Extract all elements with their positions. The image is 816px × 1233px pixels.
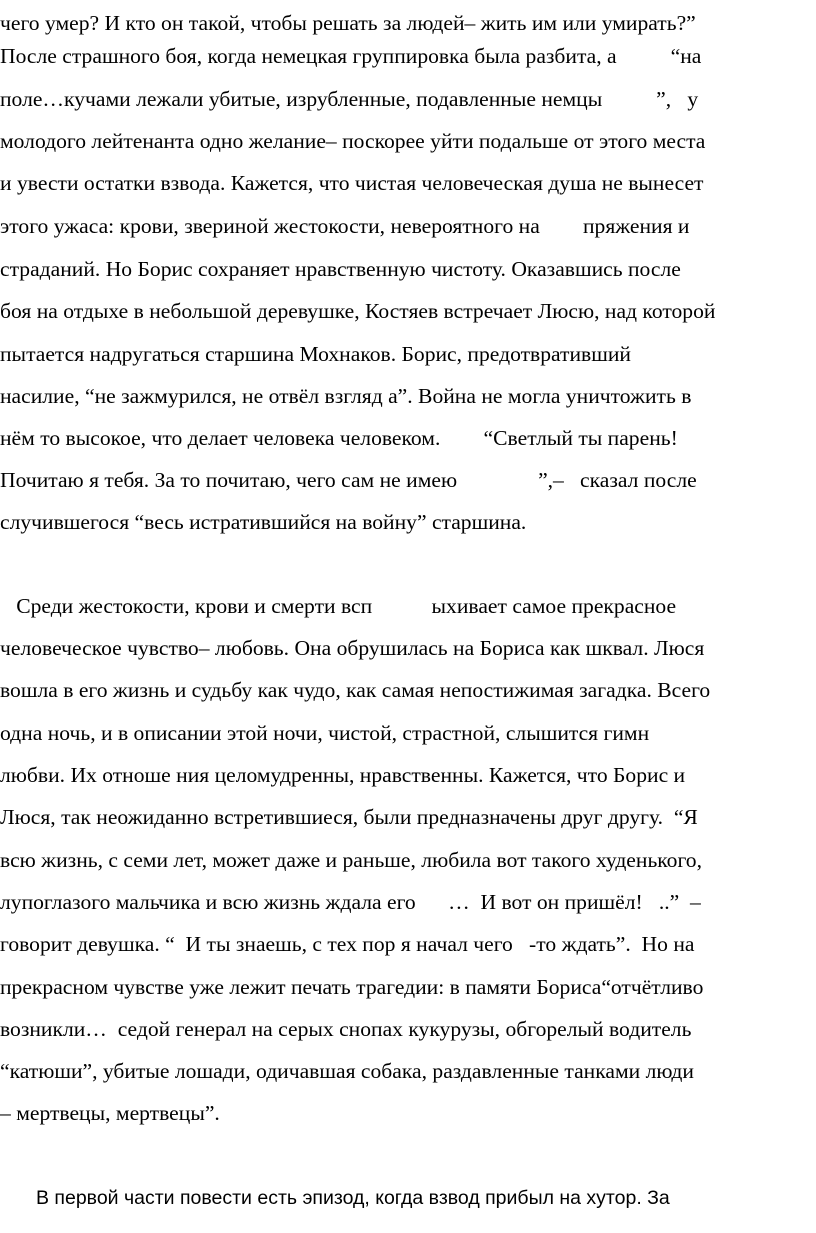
text-line: возникли… седой генерал на серых снопах кукурузы, обгорелый водитель — [0, 1017, 692, 1041]
text-line: вошла в его жизнь и судьбу как чудо, как самая непостижимая загадка. Всего — [0, 678, 711, 702]
text-line: одна ночь, и в описании этой ночи, чистой, страстной, слышится гимн — [0, 721, 650, 745]
text-line: поле…кучами лежали убитые, изрубленные, подавленные немцы ”, у — [0, 87, 699, 111]
text-line: нём то высокое, что делает человека человеком. “Светлый ты парень! — [0, 426, 678, 450]
text-line: говорит девушка. “ И ты знаешь, с тех пор я начал чего -то ждать”. Но на — [0, 932, 695, 956]
text-line: страданий. Но Борис сохраняет нравственную чистоту. Оказавшись после — [0, 257, 681, 281]
text-line: “катюши”, убитые лошади, одичавшая собака, раздавленные танками люди — [0, 1059, 694, 1083]
text-line: случившегося “весь истратившийся на войну” старшина. — [0, 510, 527, 534]
text-line: любви. Их отноше ния целомудренны, нравственны. Кажется, что Борис и — [0, 763, 686, 787]
text-line: Люся, так неожиданно встретившиеся, были предназначены друг другу. “Я — [0, 805, 698, 829]
text-line: человеческое чувство– любовь. Она обрушилась на Бориса как шквал. Люся — [0, 636, 705, 660]
text-line: и увести остатки взвода. Кажется, что чистая человеческая душа не вынесет — [0, 171, 704, 195]
text-line: Почитаю я тебя. За то почитаю, чего сам не имею ”,– сказал после — [0, 468, 697, 492]
text-line: После страшного боя, когда немецкая группировка была разбита, а “на — [0, 44, 702, 68]
text-line: этого ужаса: крови, звериной жестокости, невероятного на пряжения и — [0, 214, 690, 238]
text-line: боя на отдыхе в небольшой деревушке, Костяев встречает Люсю, над которой — [0, 299, 716, 323]
text-line: всю жизнь, с семи лет, может даже и раньше, любила вот такого худенького, — [0, 848, 702, 872]
text-line: чего умер? И кто он такой, чтобы решать за людей– жить им или умирать?” — [0, 11, 696, 35]
text-line: В первой части повести есть эпизод, когда взвод прибыл на хутор. За — [36, 1187, 670, 1209]
text-line: – мертвецы, мертвецы”. — [0, 1101, 220, 1125]
text-line: пытается надругаться старшина Мохнаков. Борис, предотвративший — [0, 342, 631, 366]
text-line: Среди жестокости, крови и смерти всп ыхивает самое прекрасное — [0, 594, 677, 618]
text-line: молодого лейтенанта одно желание– поскорее уйти подальше от этого места — [0, 129, 706, 153]
text-line: лупоглазого мальчика и всю жизнь ждала его … И вот он пришёл! ..” – — [0, 890, 701, 914]
text-line: прекрасном чувстве уже лежит печать трагедии: в памяти Бориса“отчётливо — [0, 975, 704, 999]
text-line: насилие, “не зажмурился, не отвёл взгляд а”. Война не могла уничтожить в — [0, 384, 692, 408]
